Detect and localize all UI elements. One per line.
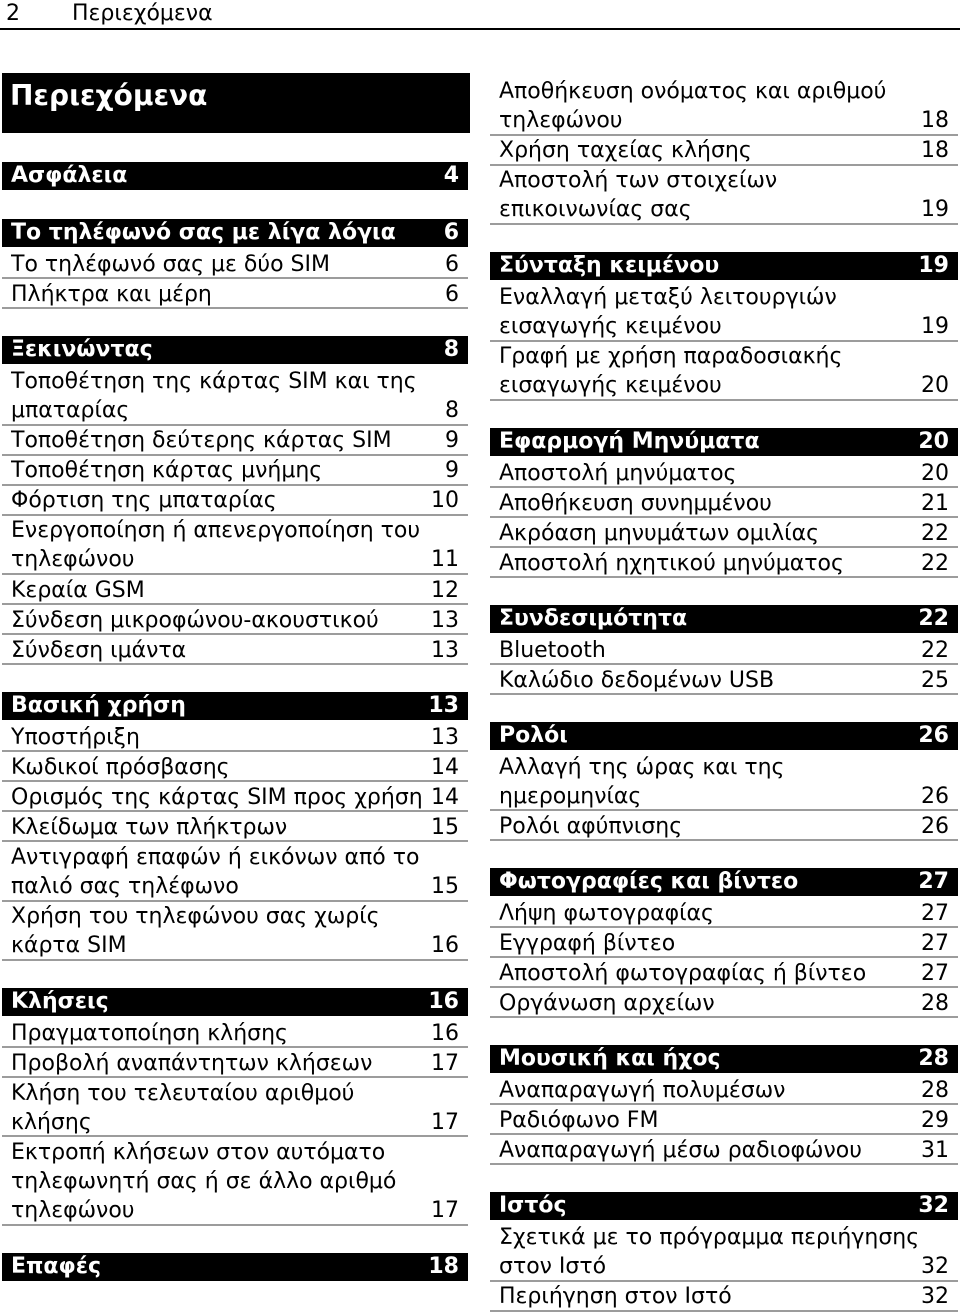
toc-entry-line: [499, 1282, 949, 1311]
toc-entry-line: [499, 929, 949, 958]
toc-page-number: 12: [431, 577, 459, 603]
toc-entry[interactable]: [490, 283, 958, 342]
toc-entry-text: Σύνδεση ιμάντα: [11, 637, 187, 663]
toc-section-heading[interactable]: [490, 868, 958, 896]
toc-entry-line: [11, 516, 459, 545]
toc-section-heading[interactable]: [490, 252, 958, 280]
toc-entry-text: Εκτροπή κλήσεων στον αυτόματο: [11, 1140, 386, 1165]
toc-entry[interactable]: [2, 636, 468, 665]
toc-entry-line: [499, 812, 949, 841]
toc-entry[interactable]: [2, 753, 468, 782]
toc-entry[interactable]: [490, 899, 958, 928]
page-header: [0, 0, 960, 30]
toc-entry-line: [499, 959, 949, 988]
toc-page-number: 15: [431, 873, 459, 899]
toc-page-number: 27: [921, 901, 949, 926]
toc-page-number: 28: [918, 1046, 949, 1071]
page-number: 2: [6, 1, 20, 26]
toc-entry-text: Σχετικά με το πρόγραμμα περιήγησης: [499, 1225, 920, 1250]
toc-entry[interactable]: [490, 342, 958, 401]
toc-entry-line: [11, 1049, 459, 1078]
toc-section-title: Εφαρμογή Μηνύματα: [499, 428, 760, 454]
toc-page-number: 20: [921, 460, 949, 486]
toc-entry-line: [499, 166, 949, 195]
toc-entry-line: [499, 519, 949, 548]
toc-entry-text: Αναπαραγωγή μέσω ραδιοφώνου: [499, 1138, 862, 1163]
toc-section-heading[interactable]: [2, 988, 468, 1016]
toc-entry-line: [499, 1076, 949, 1105]
toc-entry[interactable]: [2, 1079, 468, 1138]
toc-entry[interactable]: [490, 166, 958, 225]
toc-page-number: 16: [431, 933, 459, 959]
toc-section-heading[interactable]: [2, 692, 468, 720]
toc-section-title: Ασφάλεια: [11, 163, 128, 188]
toc-entry-text: Οργάνωση αρχείων: [499, 991, 715, 1016]
toc-entry-line: [11, 545, 459, 574]
toc-page-number: 6: [445, 282, 459, 307]
toc-entry-line: [499, 666, 949, 695]
toc-entry-text: Σύνδεση μικροφώνου-ακουστικού: [11, 607, 379, 633]
toc-entry-text: κάρτα SIM: [11, 933, 127, 959]
toc-entry-text: τηλεφώνου: [11, 1198, 135, 1223]
toc-page-number: 32: [921, 1284, 949, 1310]
toc-title: Περιεχόμενα: [2, 73, 470, 133]
toc-entry-text: Αποθήκευση συνημμένου: [499, 490, 772, 516]
toc-section-heading[interactable]: [490, 722, 958, 750]
toc-entry-line: [11, 576, 459, 605]
toc-entry-text: Φόρτιση της μπαταρίας: [11, 488, 277, 514]
toc-page-number: 13: [431, 724, 459, 750]
toc-page-number: 17: [431, 1050, 459, 1076]
toc-page-number: 10: [431, 488, 459, 514]
toc-entry-line: [499, 283, 949, 312]
toc-page-number: 9: [445, 458, 459, 484]
toc-entry[interactable]: [2, 1049, 468, 1078]
toc-entry-text: εισαγωγής κειμένου: [499, 373, 722, 399]
toc-entry-line: [499, 989, 949, 1018]
toc-entry-line: [499, 195, 949, 224]
toc-entry-line: [11, 636, 459, 665]
toc-section-title: Επαφές: [11, 1253, 102, 1279]
toc-section-heading[interactable]: [2, 1253, 468, 1281]
toc-entry-line: [11, 606, 459, 635]
toc-page-number: 21: [921, 490, 949, 516]
toc-entry-line: [499, 1136, 949, 1165]
toc-entry-line: [11, 1167, 459, 1196]
toc-entry-line: [499, 636, 949, 665]
toc-page-number: 22: [918, 605, 949, 631]
toc-entry[interactable]: [490, 1282, 958, 1311]
toc-entry-line: [11, 1079, 459, 1108]
toc-entry-text: παλιό σας τηλέφωνο: [11, 873, 239, 899]
toc-page-number: 18: [921, 138, 949, 164]
toc-entry-line: [11, 813, 459, 842]
toc-entry[interactable]: [490, 989, 958, 1018]
toc-entry-line: [499, 1252, 949, 1281]
toc-entry-line: [11, 1196, 459, 1225]
toc-section-title: Συνδεσιμότητα: [499, 605, 688, 631]
toc-entry-line: [11, 902, 459, 931]
toc-page-number: 17: [431, 1198, 459, 1223]
toc-page-number: 31: [921, 1138, 949, 1163]
toc-page-number: 15: [431, 814, 459, 840]
toc-entry-text: Κωδικοί πρόσβασης: [11, 754, 230, 780]
toc-section-heading[interactable]: [490, 1192, 958, 1220]
toc-page-number: 11: [431, 547, 459, 573]
toc-page-number: 28: [921, 1078, 949, 1103]
toc-entry-line: [11, 426, 459, 455]
toc-entry-text: Αποστολή ηχητικού μηνύματος: [499, 550, 844, 576]
toc-entry-text: Κλείδωμα των πλήκτρων: [11, 814, 288, 840]
toc-entry-text: Αποστολή μηνύματος: [499, 460, 737, 486]
toc-entry[interactable]: [490, 77, 958, 136]
toc-entry-text: Υποστήριξη: [11, 724, 140, 750]
toc-entry-line: [499, 77, 949, 106]
toc-section-heading[interactable]: [2, 336, 468, 364]
toc-entry-text: Λήψη φωτογραφίας: [499, 901, 714, 926]
toc-entry-text: Αποστολή των στοιχείων: [499, 168, 778, 194]
toc-entry-line: [499, 753, 949, 782]
toc-section-title: Φωτογραφίες και βίντεο: [499, 869, 799, 894]
toc-page-number: 19: [921, 197, 949, 223]
toc-entry[interactable]: [2, 576, 468, 605]
toc-entry[interactable]: [2, 843, 468, 902]
toc-entry[interactable]: [490, 812, 958, 841]
page-heading: Περιεχόμενα: [72, 1, 213, 26]
toc-entry-line: [11, 367, 459, 396]
toc-entry-text: Ρολόι αφύπνισης: [499, 814, 683, 839]
toc-entry-text: επικοινωνίας σας: [499, 197, 692, 223]
toc-page-number: 26: [918, 722, 949, 748]
toc-entry-line: [11, 843, 459, 872]
toc-entry-text: τηλεφώνου: [11, 547, 135, 573]
toc-page-number: 19: [918, 252, 949, 278]
toc-section-title: Σύνταξη κειμένου: [499, 252, 720, 278]
toc-entry[interactable]: [2, 486, 468, 515]
toc-entry-line: [11, 753, 459, 782]
toc-page-number: 20: [921, 373, 949, 399]
toc-page-number: 22: [921, 637, 949, 663]
toc-page-number: 16: [428, 988, 459, 1014]
toc-entry-text: Τοποθέτηση της κάρτας SIM και της: [11, 369, 417, 394]
toc-entry[interactable]: [2, 783, 468, 812]
toc-entry-text: Χρήση του τηλεφώνου σας χωρίς: [11, 904, 380, 930]
toc-entry-text: Ορισμός της κάρτας SIM προς χρήση: [11, 784, 423, 810]
toc-entry-line: [11, 783, 459, 812]
toc-entry-text: Τοποθέτηση δεύτερης κάρτας SIM: [11, 428, 392, 454]
toc-entry-text: Πλήκτρα και μέρη: [11, 282, 212, 307]
toc-entry-line: [499, 136, 949, 165]
toc-entry-text: Εγγραφή βίντεο: [499, 931, 676, 956]
toc-entry-text: Κλήση του τελευταίου αριθμού: [11, 1080, 355, 1106]
toc-page-number: 20: [918, 428, 949, 454]
toc-entry-text: Αλλαγή της ώρας και της: [499, 754, 785, 780]
toc-entry-line: [499, 489, 949, 518]
toc-page-number: 14: [431, 754, 459, 780]
toc-entry-text: ημερομηνίας: [499, 783, 642, 809]
toc-entry-text: Περιήγηση στον Ιστό: [499, 1284, 732, 1310]
toc-entry[interactable]: [2, 367, 468, 426]
toc-entry-line: [11, 486, 459, 515]
toc-entry-line: [499, 312, 949, 341]
toc-page-number: 13: [431, 607, 459, 633]
toc-section-title: Το τηλέφωνό σας με λίγα λόγια: [11, 220, 396, 245]
toc-entry-line: [11, 1108, 459, 1137]
toc-page-number: 9: [445, 428, 459, 454]
toc-entry-line: [499, 1223, 949, 1252]
toc-entry-text: Κεραία GSM: [11, 577, 145, 603]
toc-page-number: 25: [921, 667, 949, 693]
toc-entry-line: [11, 456, 459, 485]
toc-page-number: 14: [431, 784, 459, 810]
toc-entry[interactable]: [2, 250, 468, 279]
toc-entry-text: τηλεφωνητή σας ή σε άλλο αριθμό: [11, 1169, 397, 1194]
toc-entry-text: Αναπαραγωγή πολυμέσων: [499, 1078, 786, 1103]
toc-entry-text: Το τηλέφωνό σας με δύο SIM: [11, 252, 330, 277]
toc-entry-text: Προβολή αναπάντητων κλήσεων: [11, 1050, 373, 1076]
toc-entry[interactable]: [2, 456, 468, 485]
toc-entry[interactable]: [2, 723, 468, 752]
toc-entry-text: Αποθήκευση ονόματος και αριθμού: [499, 79, 887, 104]
toc-entry-line: [11, 1138, 459, 1167]
toc-page-number: 16: [431, 1020, 459, 1046]
toc-page-number: 26: [921, 814, 949, 839]
toc-entry[interactable]: [490, 459, 958, 488]
toc-entry-text: Χρήση ταχείας κλήσης: [499, 138, 752, 164]
toc-entry[interactable]: [2, 902, 468, 961]
toc-entry[interactable]: [490, 1223, 958, 1282]
toc-section-heading[interactable]: [490, 428, 958, 456]
toc-entry-line: [11, 872, 459, 901]
toc-entry-text: Αποστολή φωτογραφίας ή βίντεο: [499, 961, 867, 986]
toc-section-title: Βασική χρήση: [11, 692, 186, 718]
toc-entry[interactable]: [2, 426, 468, 455]
toc-entry-line: [11, 250, 459, 279]
toc-page-number: 18: [428, 1253, 459, 1279]
toc-entry-line: [11, 280, 459, 309]
toc-page-number: 17: [431, 1109, 459, 1135]
toc-page-number: 27: [921, 961, 949, 986]
toc-page-number: 27: [921, 931, 949, 956]
toc-entry-text: Ακρόαση μηνυμάτων ομιλίας: [499, 520, 820, 546]
toc-entry-line: [499, 782, 949, 811]
toc-page-number: 26: [921, 783, 949, 809]
toc-entry[interactable]: [490, 489, 958, 518]
toc-entry-text: Αντιγραφή επαφών ή εικόνων από το: [11, 844, 420, 870]
toc-entry-line: [11, 723, 459, 752]
toc-page-number: 4: [443, 163, 459, 188]
toc-section-title: Ιστός: [499, 1193, 567, 1218]
toc-entry[interactable]: [490, 1106, 958, 1135]
toc-entry[interactable]: [490, 666, 958, 695]
toc-page-number: 27: [918, 869, 949, 894]
toc-entry-text: στον Ιστό: [499, 1254, 607, 1279]
toc-section-title: Μουσική και ήχος: [499, 1046, 721, 1071]
toc-page-number: 8: [445, 398, 459, 423]
toc-page-number: 19: [921, 313, 949, 339]
toc-entry[interactable]: [490, 929, 958, 958]
toc-page-number: 6: [445, 252, 459, 277]
toc-page-number: 28: [921, 991, 949, 1016]
toc-entry-line: [11, 1019, 459, 1048]
toc-section-heading[interactable]: [2, 162, 468, 190]
toc-entry-text: τηλεφώνου: [499, 108, 623, 133]
toc-page-number: 13: [431, 637, 459, 663]
toc-entry-line: [499, 342, 949, 371]
toc-entry[interactable]: [490, 1136, 958, 1165]
toc-page-number: 22: [921, 520, 949, 546]
toc-entry-line: [499, 106, 949, 135]
toc-section-heading[interactable]: [490, 605, 958, 633]
toc-entry[interactable]: [2, 606, 468, 635]
toc-entry-line: [11, 931, 459, 960]
toc-entry[interactable]: [490, 753, 958, 812]
toc-section-heading[interactable]: [490, 1045, 958, 1073]
toc-page-number: 32: [918, 1193, 949, 1218]
toc-section-title: Ρολόι: [499, 722, 568, 748]
toc-entry-text: Ραδιόφωνο FM: [499, 1108, 659, 1133]
toc-entry-line: [499, 1106, 949, 1135]
toc-entry-text: κλήσης: [11, 1109, 92, 1135]
toc-entry-text: Καλώδιο δεδομένων USB: [499, 667, 775, 693]
toc-page-number: 32: [921, 1254, 949, 1279]
toc-entry-line: [499, 549, 949, 578]
toc-entry-line: [11, 396, 459, 425]
toc-entry-text: Πραγματοποίηση κλήσης: [11, 1020, 288, 1046]
toc-entry-text: εισαγωγής κειμένου: [499, 313, 722, 339]
toc-page-number: 22: [921, 550, 949, 576]
toc-entry-text: Τοποθέτηση κάρτας μνήμης: [11, 458, 323, 484]
toc-entry-text: Εναλλαγή μεταξύ λειτουργιών: [499, 284, 837, 310]
toc-section-title: Κλήσεις: [11, 988, 109, 1014]
toc-page-number: 29: [921, 1108, 949, 1133]
toc-entry[interactable]: [2, 516, 468, 575]
toc-entry[interactable]: [2, 813, 468, 842]
toc-entry[interactable]: [490, 549, 958, 578]
toc-page-number: 13: [428, 692, 459, 718]
toc-entry[interactable]: [490, 959, 958, 988]
toc-entry-line: [499, 459, 949, 488]
toc-entry-text: Bluetooth: [499, 637, 606, 663]
toc-entry[interactable]: [2, 280, 468, 309]
toc-page-number: 6: [443, 220, 459, 245]
toc-entry[interactable]: [490, 136, 958, 165]
toc-entry[interactable]: [490, 636, 958, 665]
toc-page-number: 8: [443, 337, 459, 362]
toc-entry-text: μπαταρίας: [11, 398, 130, 423]
toc-section-title: Ξεκινώντας: [11, 337, 153, 362]
toc-entry[interactable]: [2, 1019, 468, 1048]
toc-page-number: 18: [921, 108, 949, 133]
toc-entry[interactable]: [2, 1138, 468, 1226]
toc-entry-text: Γραφή με χρήση παραδοσιακής: [499, 344, 843, 370]
toc-entry[interactable]: [490, 519, 958, 548]
toc-entry[interactable]: [490, 1076, 958, 1105]
toc-section-heading[interactable]: [2, 219, 468, 247]
toc-entry-text: Ενεργοποίηση ή απενεργοποίηση του: [11, 518, 421, 544]
toc-entry-line: [499, 899, 949, 928]
toc-entry-line: [499, 371, 949, 400]
